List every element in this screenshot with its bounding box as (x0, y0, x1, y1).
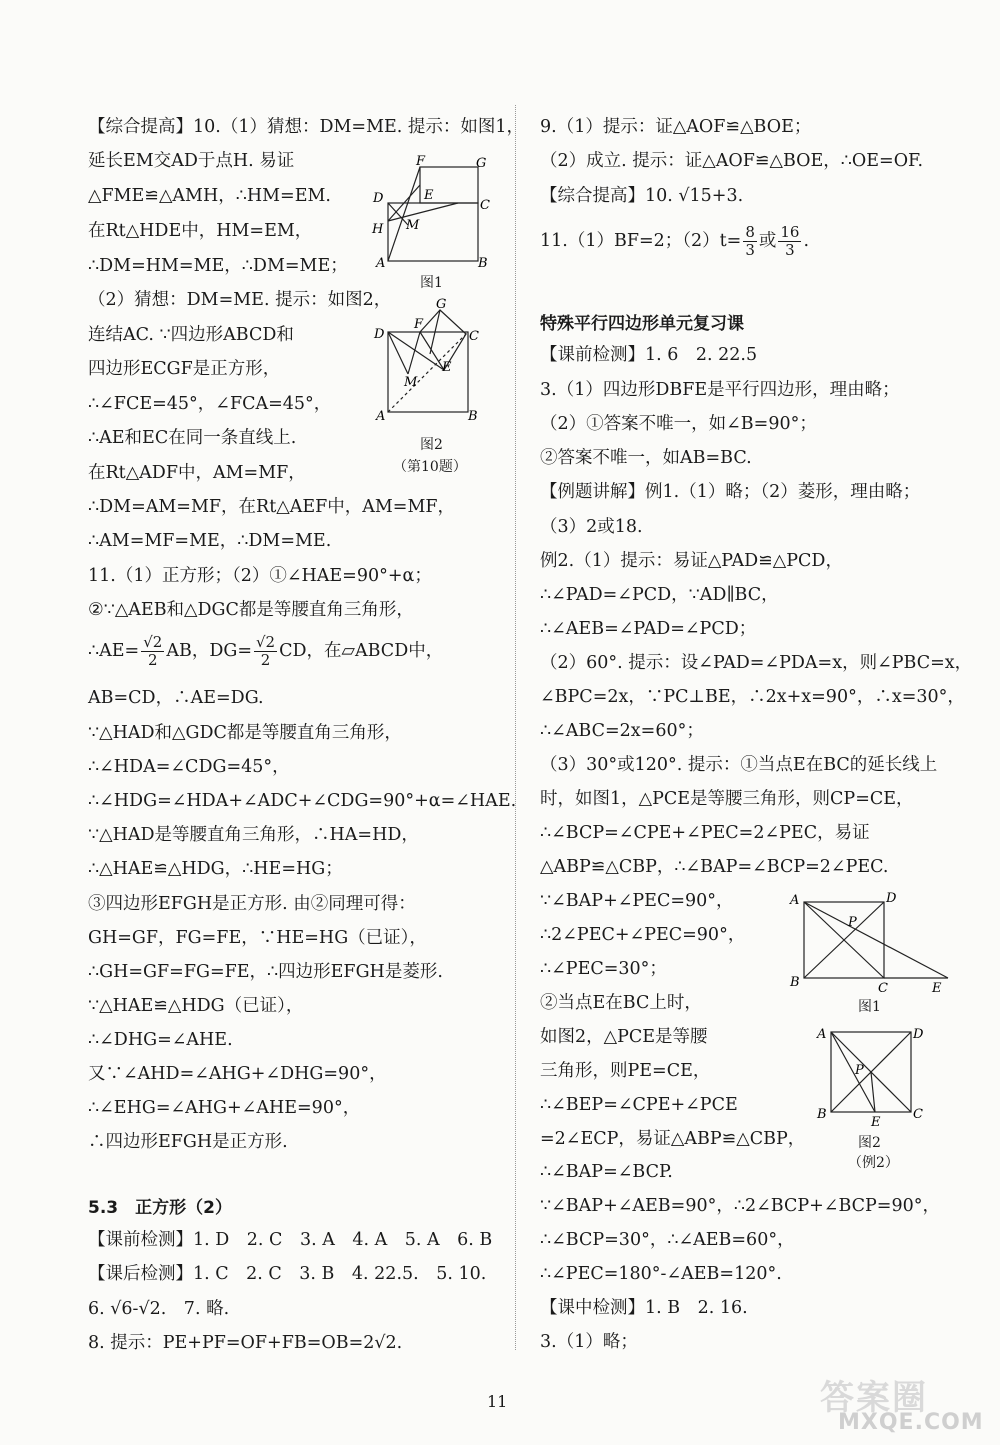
r2-label-P: P (855, 1063, 864, 1078)
left-line-19: ∵△HAD是等腰直角三角形，∴HA=HD， (88, 825, 419, 845)
r2-label-C: C (913, 1107, 923, 1122)
right-line-19: ②当点E在BC上时， (540, 993, 702, 1013)
left-line-8: ∴∠FCE=45°，∠FCA=45°， (88, 394, 332, 414)
right-line-9: （2）60°. 提示：设∠PAD=∠PDA=x，则∠PBC=x， (540, 653, 973, 673)
r1-label-E: E (932, 981, 942, 996)
left-line-23: ∴GH=GF=FG=FE，∴四边形EFGH是菱形. (88, 962, 443, 982)
f1-label-C: C (480, 198, 490, 213)
left-line-24: ∵△HAE≌△HDG（已证）， (88, 996, 304, 1016)
figure-ex2-2 (815, 1022, 935, 1131)
page-number: 11 (487, 1392, 508, 1411)
left-line-1: 延长EM交AD于点H. 易证 (88, 151, 295, 171)
frac11-f1-num: 8 (745, 223, 755, 241)
frac-line-pre: ∴AE= (88, 641, 140, 661)
right-line-7: ∴∠PAD=∠PCD，∵AD∥BC， (540, 585, 779, 605)
left-line-2: △FME≌△AMH，∴HM=EM. (88, 186, 331, 206)
left-line-0: 【综合提高】10.（1）猜想：DM=ME. 提示：如图1， (88, 117, 525, 137)
right-line-28: 【课中检测】1. B 2. 16. (540, 1298, 748, 1318)
f1-label-F: F (416, 154, 426, 169)
right-line-4: 【例题讲解】例1.（1）略；（2）菱形，理由略； (540, 482, 921, 502)
right-line-25: ∵∠BAP+∠AEB=90°，∴2∠BCP+∠BCP=90°， (540, 1196, 940, 1216)
right-line-6: 例2.（1）提示：易证△PAD≌△PCD， (540, 551, 843, 571)
right-line-27: ∴∠PEC=180°-∠AEB=120°. (540, 1264, 782, 1284)
figure-ex2-2-svg (815, 1022, 935, 1130)
f1-label-D: D (373, 191, 384, 206)
f2-label-F: F (414, 317, 424, 332)
left-line-6: 连结AC. ∵四边形ABCD和 (88, 325, 294, 345)
left-line-21: ③四边形EFGH是正方形. 由②同理可得： (88, 894, 416, 914)
right-line-11: ∴∠ABC=2x=60°； (540, 721, 704, 741)
figure-ex2-1 (788, 888, 958, 997)
right-line-17: ∴2∠PEC+∠PEC=90°， (540, 925, 746, 945)
left-line-15: AB=CD，∴AE=DG. (88, 688, 264, 708)
left-line-5: （2）猜想：DM=ME. 提示：如图2， (88, 290, 392, 310)
right-line-13: 时，如图1，△PCE是等腰三角形，则CP=CE， (540, 789, 914, 809)
sec53-line-2: 【课后检测】1. C 2. C 3. B 4. 22.5. 5. 10. (88, 1264, 487, 1284)
frac11-f2 (778, 224, 801, 259)
figure-10-2-caption: 图2 (420, 437, 443, 453)
frac11-mid: 或 (758, 231, 777, 251)
right-line-16: ∵∠BAP+∠PEC=90°， (540, 891, 734, 911)
left-line-4: ∴DM=HM=ME，∴DM=ME； (88, 256, 348, 276)
figure-10-1 (368, 155, 498, 284)
figure-10-1-svg (368, 155, 498, 280)
f1-label-E: E (424, 188, 434, 203)
frac-line-post: CD，在▱ABCD中， (279, 641, 444, 661)
f1-label-M: M (406, 218, 420, 233)
sec53-line-3: 6. √6-√2. 7. 略. (88, 1299, 230, 1319)
left-line-12: ∴AM=MF=ME，∴DM=ME. (88, 531, 332, 551)
right-top-1: （2）成立. 提示：证△AOF≌△BOE，∴OE=OF. (540, 151, 924, 171)
r2-label-B: B (817, 1107, 827, 1122)
frac-line-mid: AB，DG= (166, 641, 252, 661)
left-line-11: ∴DM=AM=MF，在Rt△AEF中，AM=MF， (88, 497, 456, 517)
right-line-8: ∴∠AEB=∠PAD=∠PCD； (540, 619, 757, 639)
f2-label-D: D (374, 327, 385, 342)
f2-label-A: A (376, 409, 386, 424)
f1-label-G: G (476, 156, 487, 171)
right-line-0: 【课前检测】1. 6 2. 22.5 (540, 345, 758, 365)
fraction-2-num: √2 (256, 633, 276, 651)
watermark-logo: 答案圈 (820, 1378, 928, 1418)
left-line-9: ∴AE和EC在同一条直线上. (88, 428, 297, 448)
left-line-3: 在Rt△HDE中，HM=EM， (88, 221, 313, 241)
left-line-22: GH=GF，FG=FE，∵HE=HG（已证）， (88, 928, 427, 948)
f1-label-H: H (372, 222, 384, 237)
left-line-18: ∴∠HDG=∠HDA+∠ADC+∠CDG=90°+α=∠HAE. (88, 791, 517, 811)
r1-label-C: C (878, 981, 888, 996)
right-top-2: 【综合提高】10. √15+3. (540, 186, 744, 206)
review-title: 特殊平行四边形单元复习课 (540, 314, 744, 334)
figure-10-1-caption: 图1 (420, 275, 443, 291)
fraction-1 (141, 634, 164, 669)
right-line-12: （3）30°或120°. 提示：①当点E在BC的延长线上 (540, 755, 938, 775)
figure-10-2-svg (368, 298, 498, 428)
right-line-2: （2）①答案不唯一，如∠B=90°； (540, 414, 817, 434)
right-line-23: =2∠ECP，易证△ABP≌△CBP， (540, 1129, 806, 1149)
frac11-f2-num: 16 (780, 223, 800, 241)
r2-label-D: D (913, 1027, 924, 1042)
left-line-20: ∴△HAE≌△HDG，∴HE=HG； (88, 859, 343, 879)
frac-line (88, 630, 443, 672)
frac11-f2-den: 3 (785, 241, 795, 259)
left-line-25: ∴∠DHG=∠AHE. (88, 1030, 233, 1050)
right-line-14: ∴∠BCP=∠CPE+∠PEC=2∠PEC，易证 (540, 823, 870, 843)
frac11-f1 (743, 224, 757, 259)
frac11-line (540, 220, 809, 262)
left-line-26: 又∵∠AHD=∠AHG+∠DHG=90°， (88, 1064, 387, 1084)
figure-10-2-sub: （第10题） (393, 459, 467, 475)
right-line-21: 三角形，则PE=CE， (540, 1061, 711, 1081)
figure-10-2 (368, 298, 498, 432)
r1-label-D: D (886, 891, 897, 906)
fraction-2 (254, 634, 277, 669)
f2-label-B: B (468, 409, 478, 424)
figure-ex2-2-caption: 图2 (858, 1135, 881, 1151)
left-line-16: ∵△HAD和△GDC都是等腰直角三角形， (88, 723, 402, 743)
fraction-1-num: √2 (143, 633, 163, 651)
figure-ex2-1-svg (788, 888, 958, 996)
r2-label-E: E (871, 1115, 881, 1130)
section-5-3-title: 5.3 正方形（2） (88, 1198, 232, 1218)
left-line-28: ∴四边形EFGH是正方形. (88, 1132, 288, 1152)
frac11-f1-den: 3 (745, 241, 755, 259)
left-line-7: 四边形ECGF是正方形， (88, 359, 281, 379)
figure-ex2-2-sub: （例2） (848, 1155, 899, 1171)
right-line-3: ②答案不唯一，如AB=BC. (540, 448, 752, 468)
f1-label-A: A (376, 256, 386, 271)
left-line-10: 在Rt△ADF中，AM=MF， (88, 463, 306, 483)
f2-label-G: G (436, 297, 447, 312)
right-line-26: ∴∠BCP=30°，∴∠AEB=60°， (540, 1230, 795, 1250)
watermark-url: MXQE.COM (838, 1410, 984, 1435)
fraction-1-den: 2 (148, 651, 158, 669)
left-line-17: ∴∠HDA=∠CDG=45°， (88, 757, 290, 777)
r1-label-A: A (790, 893, 800, 908)
right-line-20: 如图2，△PCE是等腰 (540, 1027, 708, 1047)
right-line-18: ∴∠PEC=30°； (540, 959, 667, 979)
r1-label-B: B (790, 975, 800, 990)
left-line-14: ②∵△AEB和△DGC都是等腰直角三角形， (88, 600, 414, 620)
right-line-22: ∴∠BEP=∠CPE+∠PCE (540, 1095, 738, 1115)
right-line-15: △ABP≌△CBP，∴∠BAP=∠BCP=2∠PEC. (540, 857, 889, 877)
right-top-0: 9.（1）提示：证△AOF≌△BOE； (540, 117, 812, 137)
f2-label-E: E (442, 360, 452, 375)
right-line-1: 3.（1）四边形DBFE是平行四边形，理由略； (540, 380, 900, 400)
fraction-2-den: 2 (260, 651, 271, 669)
column-divider (515, 105, 516, 1350)
left-line-27: ∴∠EHG=∠AHG+∠AHE=90°， (88, 1098, 361, 1118)
right-line-29: 3.（1）略； (540, 1332, 638, 1352)
r1-label-P: P (848, 915, 857, 930)
right-line-10: ∠BPC=2x，∵PC⊥BE，∴2x+x=90°，∴x=30°， (540, 687, 965, 707)
left-line-13: 11.（1）正方形；（2）①∠HAE=90°+α； (88, 566, 432, 586)
f2-label-M: M (404, 375, 418, 390)
sec53-line-1: 【课前检测】1. D 2. C 3. A 4. A 5. A 6. B (88, 1230, 493, 1250)
frac11-post: . (803, 231, 810, 251)
figure-ex2-1-caption: 图1 (858, 999, 881, 1015)
r2-label-A: A (817, 1027, 827, 1042)
right-line-24: ∴∠BAP=∠BCP. (540, 1162, 673, 1182)
frac11-pre: 11.（1）BF=2；（2）t= (540, 231, 742, 251)
f2-label-C: C (469, 329, 479, 344)
right-line-5: （3）2或18. (540, 517, 643, 537)
f1-label-B: B (478, 256, 488, 271)
sec53-line-4: 8. 提示：PE+PF=OF+FB=OB=2√2. (88, 1333, 403, 1353)
